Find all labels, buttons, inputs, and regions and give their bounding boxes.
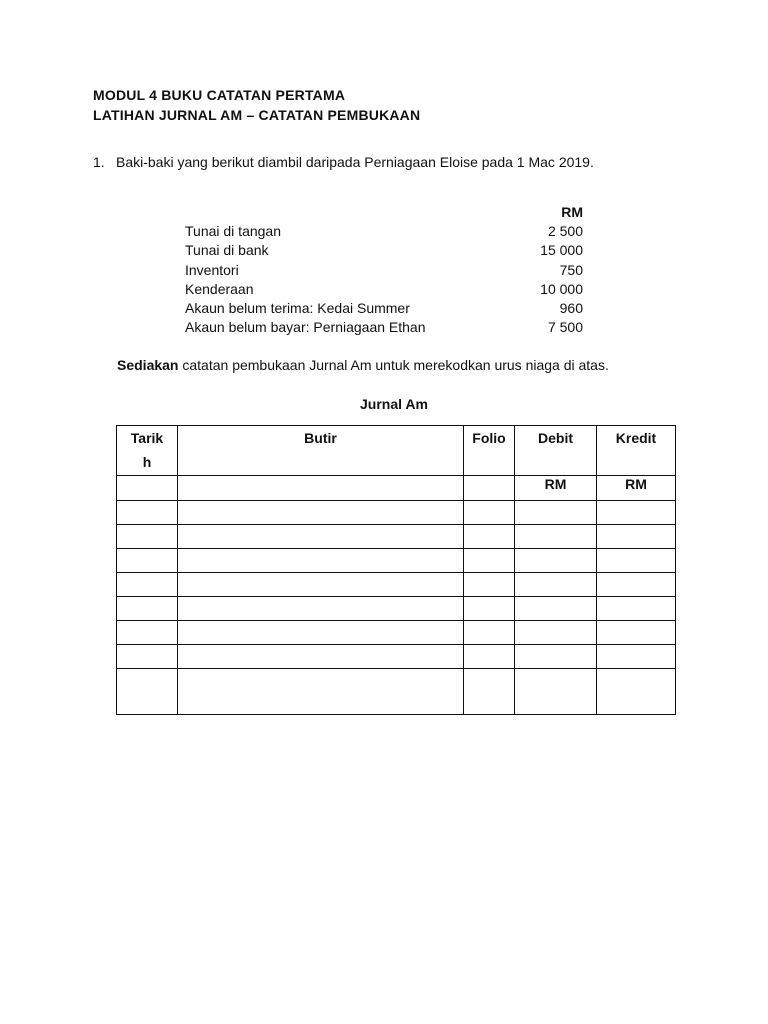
col-debit: Debit (515, 426, 597, 476)
module-title: MODUL 4 BUKU CATATAN PERTAMA (93, 87, 346, 103)
journal-entry-row (117, 501, 676, 525)
balance-amount: 2 500 (547, 223, 583, 240)
balances-list (185, 203, 583, 337)
cell-folio[interactable] (464, 525, 515, 549)
cell-debit[interactable] (515, 669, 597, 715)
currency-header: RM (561, 204, 583, 220)
journal-header-row (117, 426, 676, 476)
balance-name: Tunai di tangan (185, 223, 281, 240)
balances-header (185, 203, 583, 222)
balance-item (185, 222, 583, 241)
balance-item (185, 299, 583, 318)
cell-kredit[interactable] (597, 669, 676, 715)
cell-folio[interactable] (464, 645, 515, 669)
balance-name: Akaun belum terima: Kedai Summer (185, 299, 410, 316)
col-tarikh-line2: h (142, 454, 152, 470)
journal-entry-row (117, 645, 676, 669)
balance-name: Kenderaan (185, 280, 254, 297)
cell-kredit[interactable] (597, 645, 676, 669)
journal-title: Jurnal Am (360, 396, 428, 412)
cell-kredit[interactable] (597, 573, 676, 597)
cell-folio[interactable] (464, 549, 515, 573)
balance-item (185, 261, 583, 280)
balance-amount: 7 500 (547, 319, 583, 336)
balance-name: Inventori (185, 261, 239, 278)
cell-tarikh[interactable] (117, 501, 178, 525)
cell-kredit[interactable] (597, 549, 676, 573)
cell-folio[interactable] (464, 476, 515, 501)
balance-name: Akaun belum bayar: Perniagaan Ethan (185, 319, 426, 336)
balance-amount: 750 (559, 261, 583, 278)
debit-unit: RM (515, 476, 597, 501)
cell-butir[interactable] (178, 621, 464, 645)
cell-folio[interactable] (464, 621, 515, 645)
cell-butir[interactable] (178, 597, 464, 621)
cell-tarikh[interactable] (117, 669, 178, 715)
journal-entry-row (117, 597, 676, 621)
cell-butir[interactable] (178, 501, 464, 525)
question-number: 1. (93, 154, 105, 170)
cell-tarikh[interactable] (117, 476, 178, 501)
col-folio: Folio (464, 426, 515, 476)
cell-debit[interactable] (515, 621, 597, 645)
cell-kredit[interactable] (597, 621, 676, 645)
journal-entry-row (117, 669, 676, 715)
kredit-unit: RM (597, 476, 676, 501)
balance-item (185, 241, 583, 260)
col-butir: Butir (178, 426, 464, 476)
cell-debit[interactable] (515, 597, 597, 621)
balance-name: Tunai di bank (185, 242, 269, 259)
exercise-title: LATIHAN JURNAL AM – CATATAN PEMBUKAAN (93, 107, 421, 123)
question-1 (93, 154, 594, 170)
cell-tarikh[interactable] (117, 573, 178, 597)
cell-butir[interactable] (178, 669, 464, 715)
balance-item (185, 318, 583, 337)
journal-table (116, 425, 676, 715)
cell-debit[interactable] (515, 549, 597, 573)
cell-kredit[interactable] (597, 525, 676, 549)
cell-tarikh[interactable] (117, 645, 178, 669)
cell-folio[interactable] (464, 669, 515, 715)
cell-kredit[interactable] (597, 501, 676, 525)
instruction (117, 357, 609, 373)
balance-amount: 10 000 (540, 280, 583, 297)
cell-tarikh[interactable] (117, 525, 178, 549)
cell-tarikh[interactable] (117, 621, 178, 645)
balance-amount: 15 000 (540, 242, 583, 259)
journal-entry-row (117, 525, 676, 549)
col-tarikh-line1: Tarik (130, 430, 164, 446)
instruction-text: catatan pembukaan Jurnal Am untuk merekodkan urus niaga di atas. (178, 357, 609, 373)
cell-folio[interactable] (464, 573, 515, 597)
balance-item (185, 280, 583, 299)
journal-entry-row (117, 573, 676, 597)
cell-debit[interactable] (515, 501, 597, 525)
cell-butir[interactable] (178, 525, 464, 549)
cell-tarikh[interactable] (117, 549, 178, 573)
cell-debit[interactable] (515, 645, 597, 669)
col-kredit: Kredit (597, 426, 676, 476)
col-tarikh (117, 426, 178, 476)
journal-entry-row (117, 621, 676, 645)
question-text: Baki-baki yang berikut diambil daripada Perniagaan Eloise pada 1 Mac 2019. (116, 154, 594, 170)
cell-butir[interactable] (178, 549, 464, 573)
balance-amount: 960 (559, 299, 583, 316)
cell-folio[interactable] (464, 501, 515, 525)
cell-tarikh[interactable] (117, 597, 178, 621)
cell-debit[interactable] (515, 573, 597, 597)
cell-folio[interactable] (464, 597, 515, 621)
journal-unit-row (117, 476, 676, 501)
cell-kredit[interactable] (597, 597, 676, 621)
instruction-bold: Sediakan (117, 357, 179, 373)
cell-butir[interactable] (178, 476, 464, 501)
cell-butir[interactable] (178, 573, 464, 597)
cell-butir[interactable] (178, 645, 464, 669)
journal-entry-row (117, 549, 676, 573)
cell-debit[interactable] (515, 525, 597, 549)
